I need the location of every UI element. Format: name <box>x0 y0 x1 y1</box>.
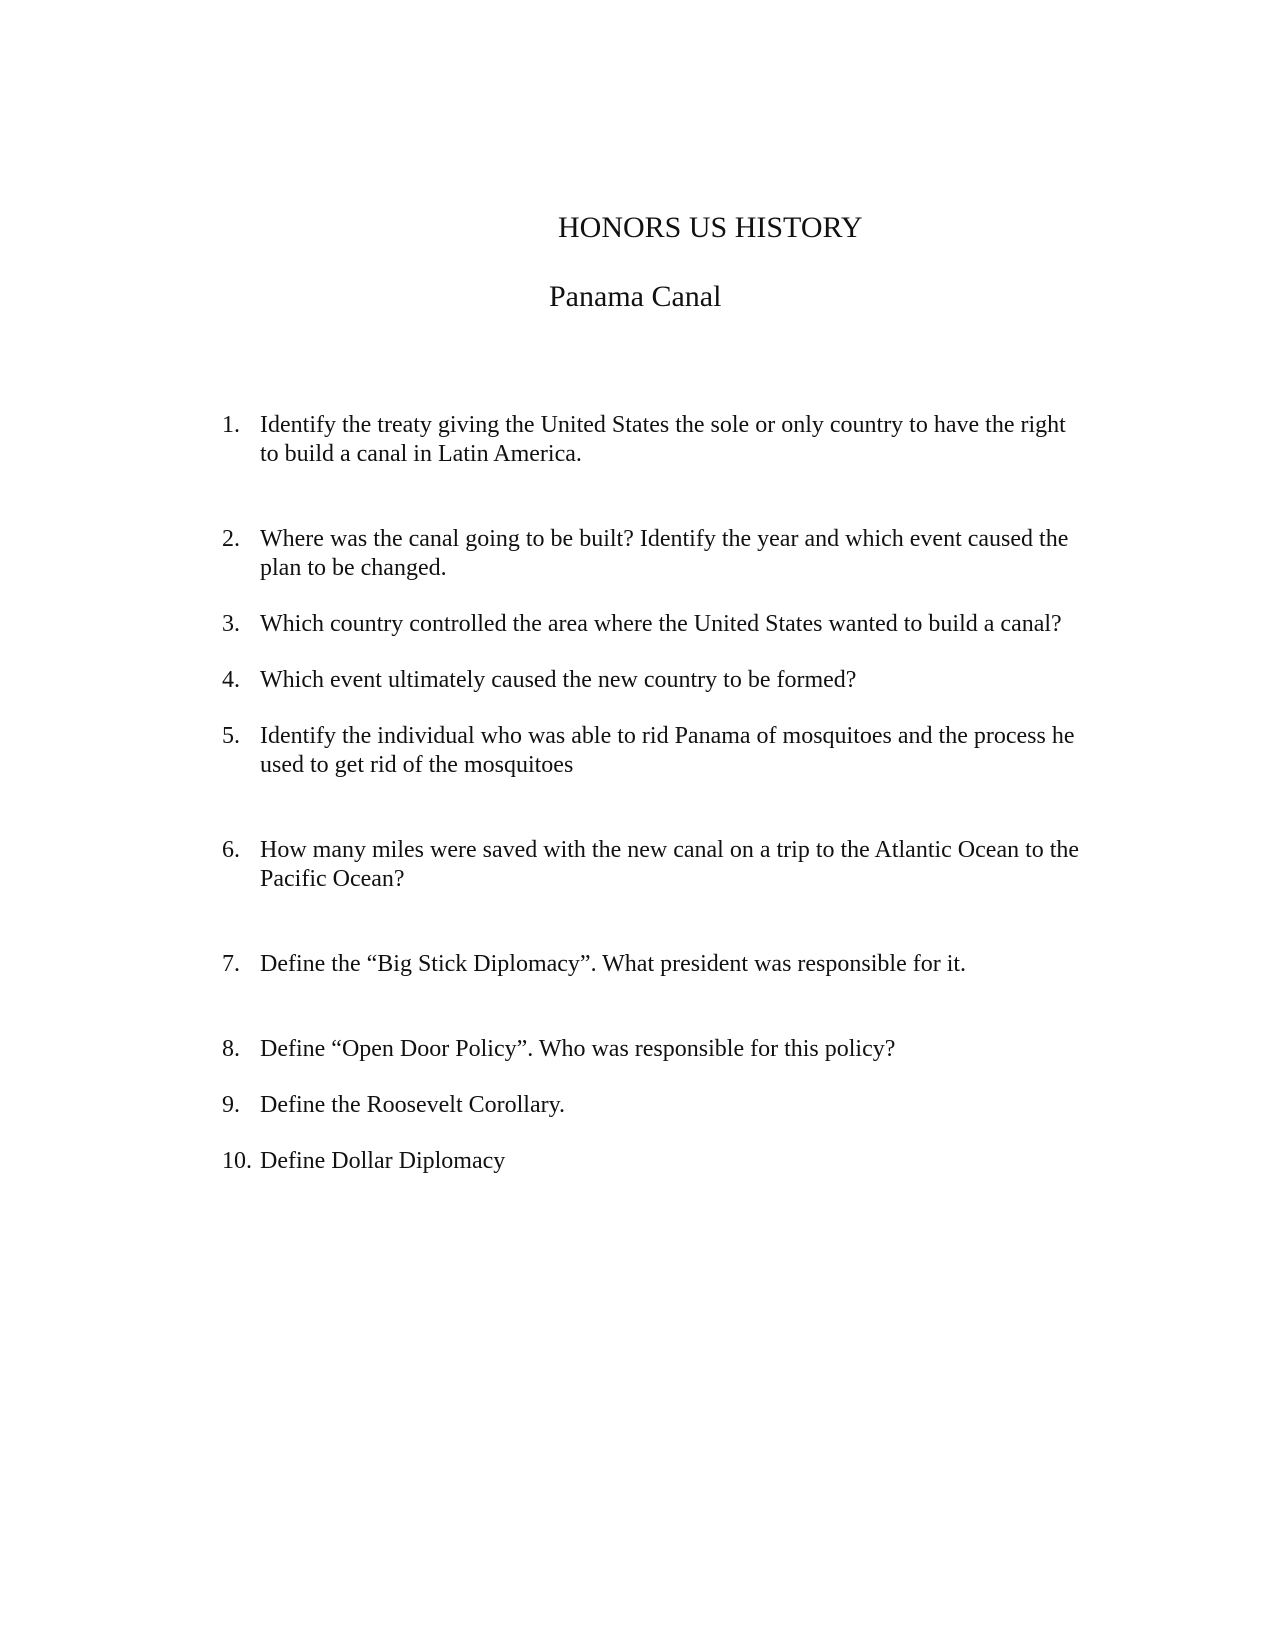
question-number: 1. <box>222 412 240 438</box>
question-text: Which country controlled the area where the United States wanted to build a canal? <box>260 611 1062 637</box>
question-text: Define the “Big Stick Diplomacy”. What president was responsible for it. <box>260 951 967 977</box>
question-text: Define “Open Door Policy”. Who was responsible for this policy? <box>260 1036 896 1062</box>
question-text: How many miles were saved with the new canal on a trip to the Atlantic Ocean to the Pacific Ocean? <box>260 837 1080 892</box>
question-number: 2. <box>222 526 240 552</box>
question-item <box>222 666 1082 695</box>
question-item <box>222 722 1082 780</box>
question-item <box>222 525 1082 583</box>
question-number: 7. <box>222 951 240 977</box>
question-list <box>222 411 1082 1176</box>
question-text: Where was the canal going to be built? Identify the year and which event caused the plan to be changed. <box>260 526 1069 581</box>
question-item <box>222 1091 1082 1120</box>
course-title: HONORS US HISTORY <box>558 211 863 244</box>
question-text: Identify the individual who was able to rid Panama of mosquitoes and the process he used to get rid of the mosquitoes <box>260 723 1075 778</box>
question-number: 3. <box>222 611 240 637</box>
question-text: Which event ultimately caused the new country to be formed? <box>260 667 857 693</box>
question-text: Identify the treaty giving the United States the sole or only country to have the right to build a canal in Latin America. <box>260 412 1066 467</box>
question-number: 4. <box>222 667 240 693</box>
question-number: 6. <box>222 837 240 863</box>
question-text: Define Dollar Diplomacy <box>260 1148 506 1174</box>
question-number: 8. <box>222 1036 240 1062</box>
question-text: Define the Roosevelt Corollary. <box>260 1092 566 1118</box>
question-number: 9. <box>222 1092 240 1118</box>
question-item <box>222 1035 1082 1064</box>
question-item <box>222 1147 1082 1176</box>
question-item <box>222 836 1082 894</box>
topic-title: Panama Canal <box>549 280 722 313</box>
question-number: 10. <box>222 1148 252 1174</box>
question-item <box>222 411 1082 469</box>
question-item <box>222 950 1082 979</box>
question-item <box>222 610 1082 639</box>
question-number: 5. <box>222 723 240 749</box>
